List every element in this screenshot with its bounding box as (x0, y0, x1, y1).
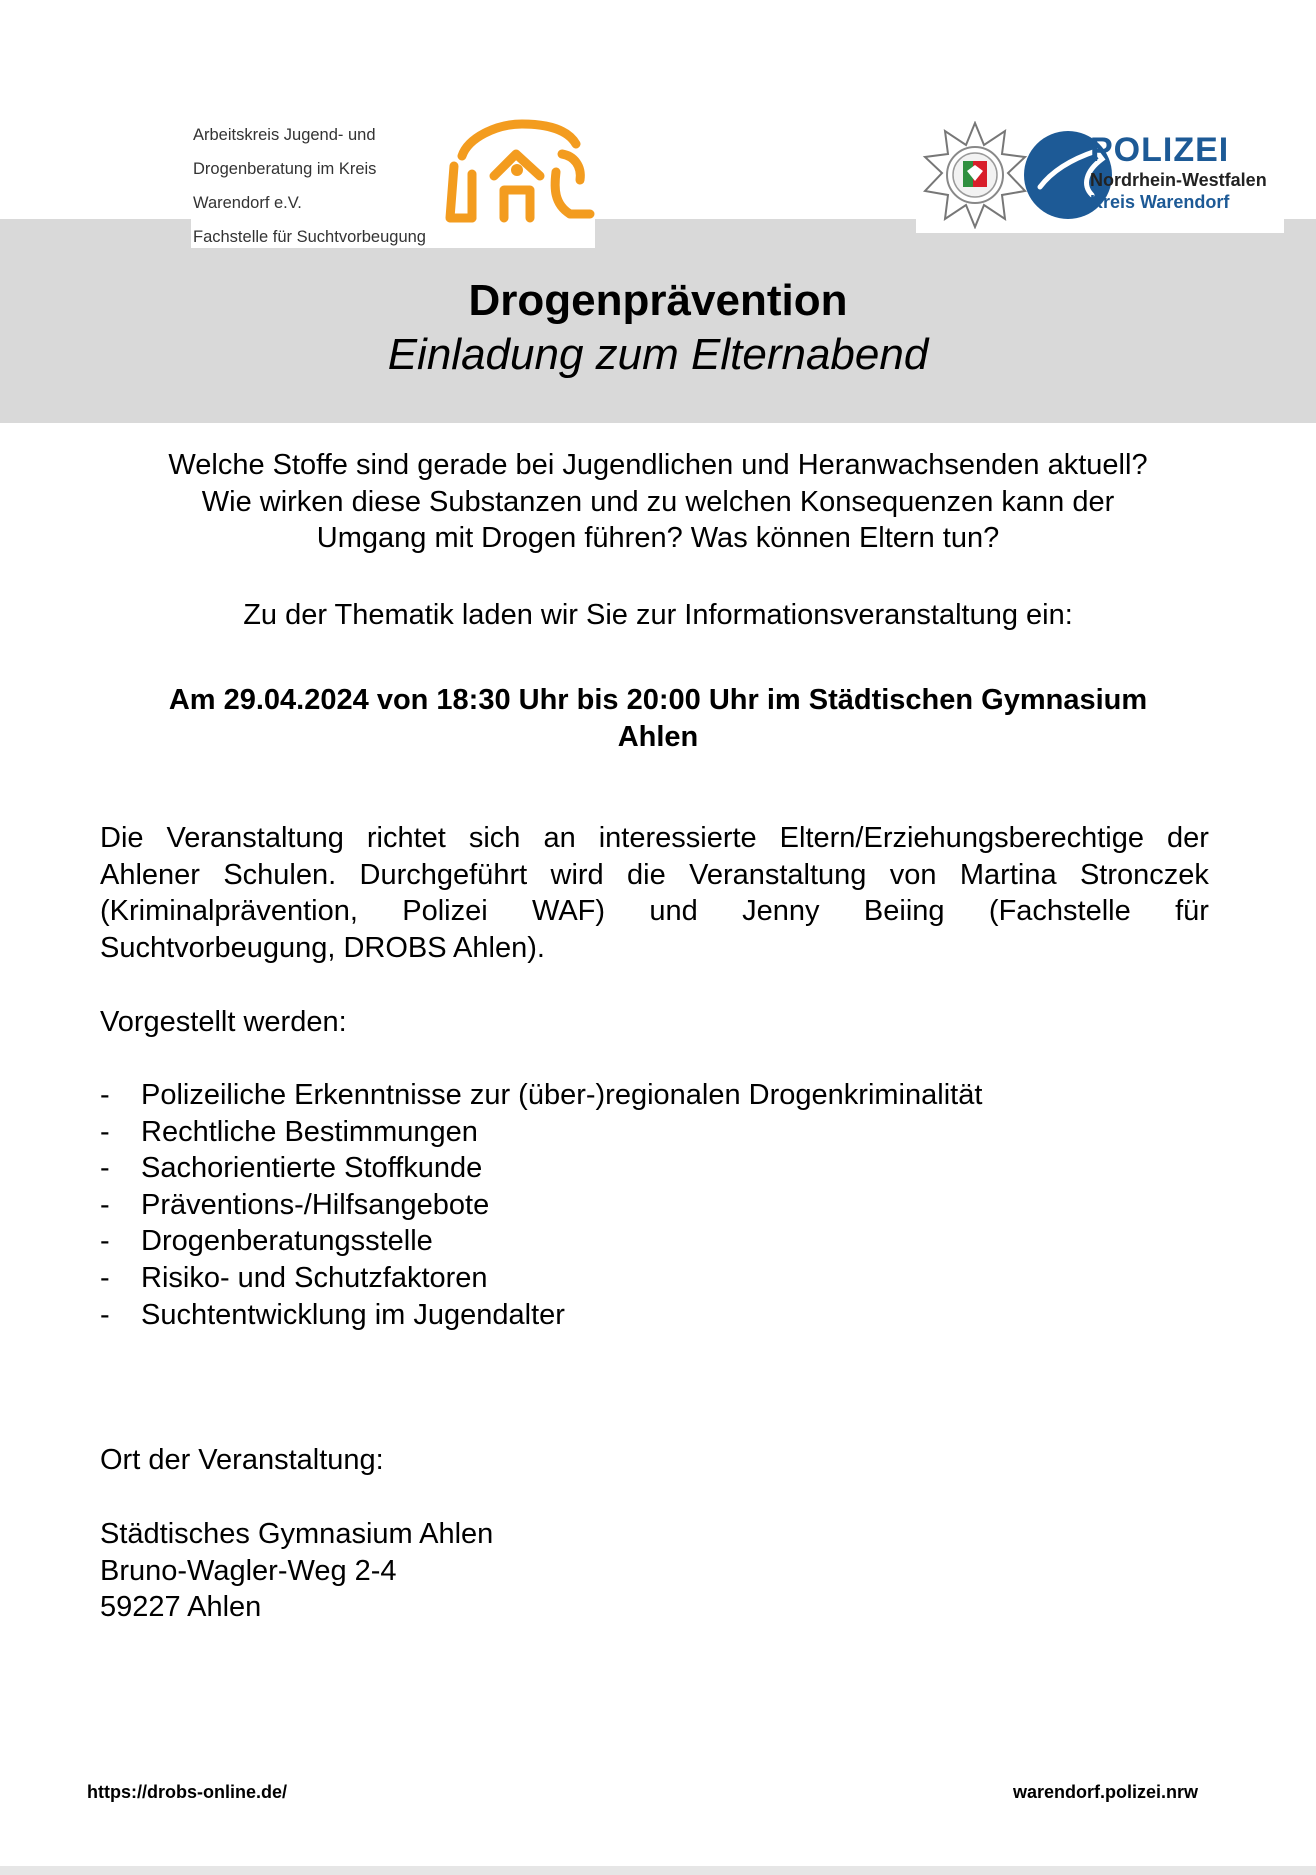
word: für (1175, 895, 1209, 927)
location-label: Ort der Veranstaltung: (100, 1444, 384, 1476)
description-line: Suchtvorbeugung, DROBS Ahlen). (100, 931, 545, 964)
event-date (100, 682, 1216, 756)
address-line: 59227 Ahlen (100, 1591, 262, 1623)
page-subtitle: Einladung zum Elternabend (387, 330, 929, 379)
intro-line: Welche Stoffe sind gerade bei Jugendlichen und Heranwachsenden aktuell? (168, 449, 1148, 481)
org-line: Arbeitskreis Jugend- und (193, 126, 376, 144)
word: Schulen. (223, 858, 337, 891)
address-line: Bruno-Wagler-Weg 2-4 (100, 1554, 397, 1587)
description-line (100, 820, 1209, 857)
footer-link-polizei[interactable]: warendorf.polizei.nrw (1012, 1782, 1198, 1802)
event-date-line: Am 29.04.2024 von 18:30 Uhr bis 20:00 Uhr im Städtischen Gymnasium (168, 684, 1148, 716)
topic-text: Drogenberatungsstelle (141, 1225, 433, 1258)
bullet-dash: - (100, 1298, 110, 1331)
word: wird (550, 858, 604, 891)
word: Stronczek (1079, 858, 1209, 891)
word: sich (468, 822, 521, 854)
list-item (100, 1223, 982, 1260)
intro-paragraph (100, 447, 1216, 557)
bullet-dash: - (100, 1152, 110, 1185)
word: WAF) (532, 895, 606, 927)
intro-line: Umgang mit Drogen führen? Was können Eltern tun? (316, 522, 1000, 554)
word: der (1167, 822, 1209, 854)
word: und (649, 895, 698, 927)
description-line (100, 893, 1209, 930)
list-item (100, 1260, 982, 1297)
police-state: Nordrhein-Westfalen (1090, 170, 1267, 190)
address-line: Städtisches Gymnasium Ahlen (100, 1518, 494, 1550)
topic-text: Rechtliche Bestimmungen (141, 1115, 478, 1148)
bottom-divider (0, 1866, 1316, 1875)
footer-link-drobs[interactable]: https://drobs-online.de/ (87, 1782, 287, 1802)
topic-text: Suchtentwicklung im Jugendalter (141, 1298, 565, 1331)
word: Die (100, 822, 144, 854)
intro-line: Wie wirken diese Substanzen und zu welchen Konsequenzen kann der (201, 485, 1115, 518)
word: (Fachstelle (988, 895, 1131, 927)
topics-list (100, 1077, 982, 1333)
org-line: Fachstelle für Suchtvorbeugung (193, 228, 426, 246)
topic-text: Polizeiliche Erkenntnisse zur (über-)regionalen Drogenkriminalität (141, 1079, 983, 1111)
topic-text: Risiko- und Schutzfaktoren (141, 1261, 488, 1294)
word: Eltern/Erziehungsberechtige (779, 822, 1144, 854)
word: Durchgeführt (359, 858, 528, 891)
topic-text: Präventions-/Hilfsangebote (141, 1188, 490, 1221)
topic-text: Sachorientierte Stoffkunde (141, 1152, 483, 1185)
bullet-dash: - (100, 1225, 110, 1258)
topics-label: Vorgestellt werden: (100, 1006, 347, 1038)
bullet-dash: - (100, 1261, 110, 1294)
word: Ahlener (100, 858, 200, 891)
word: (Kriminalprävention, (100, 895, 358, 927)
word: Polizei (402, 895, 488, 927)
word: von (889, 858, 937, 891)
word: Beiing (863, 895, 945, 927)
page-title: Drogenprävention (468, 276, 848, 325)
word: an (543, 822, 576, 854)
word: Veranstaltung (166, 822, 344, 854)
word: Jenny (742, 895, 820, 927)
list-item (100, 1187, 982, 1224)
word: richtet (366, 822, 446, 854)
word: Martina (959, 858, 1057, 891)
bullet-dash: - (100, 1079, 110, 1111)
police-district: Kreis Warendorf (1090, 192, 1230, 212)
bullet-dash: - (100, 1115, 110, 1148)
word: Veranstaltung (689, 858, 867, 891)
list-item (100, 1077, 982, 1114)
police-title: POLIZEI (1090, 131, 1230, 169)
word: die (627, 858, 666, 891)
event-address (100, 1516, 493, 1626)
org-line: Drogenberatung im Kreis (193, 160, 377, 178)
list-item (100, 1150, 982, 1187)
list-item (100, 1114, 982, 1151)
list-item (100, 1297, 982, 1334)
description-line (100, 857, 1209, 894)
event-date-line: Ahlen (617, 721, 699, 753)
org-line: Warendorf e.V. (193, 194, 302, 212)
drobs-logo-icon (442, 114, 598, 234)
org-name (193, 118, 453, 254)
invitation-text: Zu der Thematik laden wir Sie zur Informationsveranstaltung ein: (243, 599, 1073, 631)
police-wordmark (1090, 131, 1267, 213)
police-star-icon (921, 121, 1029, 229)
event-description (100, 820, 1209, 966)
bullet-dash: - (100, 1188, 110, 1221)
word: interessierte (598, 822, 757, 854)
